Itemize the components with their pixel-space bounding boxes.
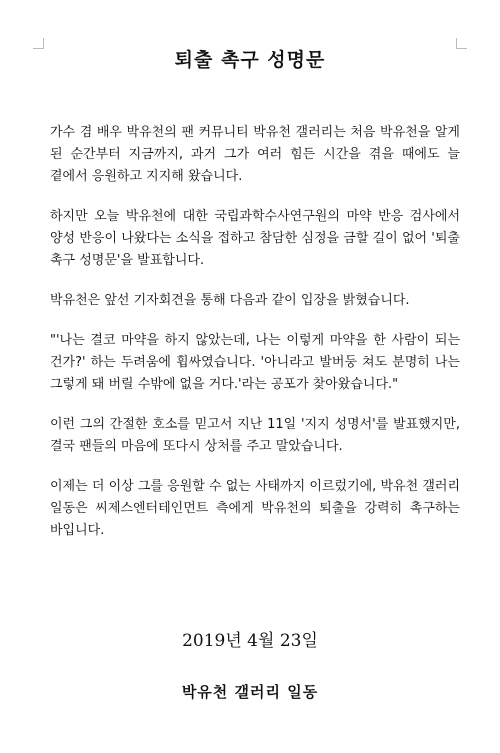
paragraph-betrayal: 이런 그의 간절한 호소를 믿고서 지난 11일 '지지 성명서'를 발표했지만, 결국 팬들의 마음에 또다시 상처를 주고 말았습니다. bbox=[50, 417, 460, 454]
document-date: 2019년 4월 23일 bbox=[182, 631, 318, 651]
paragraph-press-statement: 박유천은 앞선 기자회견을 통해 다음과 같이 입장을 밝혔습니다. bbox=[50, 293, 410, 308]
paragraph-quote: "'나는 결코 마약을 하지 않았는데, 나는 이렇게 마약을 한 사람이 되는 건가?' 하는 두려움에 휩싸였습니다. '아니라고 발버둥 쳐도 분명히 나는 그렇게 돼 버릴 수밖에 없을 거다.'라는 공포가 찾아왔습니다." bbox=[50, 333, 460, 392]
paragraph-demand: 이제는 더 이상 그를 응원할 수 없는 사태까지 이르렀기에, 박유천 갤러리 일동은 씨제스엔터테인먼트 측에게 박유천의 퇴출을 강력히 촉구하는 바입니다. bbox=[50, 479, 460, 538]
document-body bbox=[50, 122, 460, 560]
paragraph-intro: 가수 겸 배우 박유천의 팬 커뮤니티 박유천 갤러리는 처음 박유천을 알게 된 순간부터 지금까지, 과거 그가 여러 힘든 시간을 겪을 때에도 늘 곁에서 응원하고 지지해 왔습니다. bbox=[50, 125, 460, 184]
document-signature: 박유천 갤러리 일동 bbox=[181, 683, 319, 701]
document-title: 퇴출 촉구 성명문 bbox=[174, 49, 326, 71]
paragraph-announcement: 하지만 오늘 박유천에 대한 국립과학수사연구원의 마약 반응 검사에서 양성 반응이 나왔다는 소식을 접하고 참담한 심정을 금할 길이 없어 '퇴출 촉구 성명문'을 발표합니다. bbox=[50, 209, 460, 268]
